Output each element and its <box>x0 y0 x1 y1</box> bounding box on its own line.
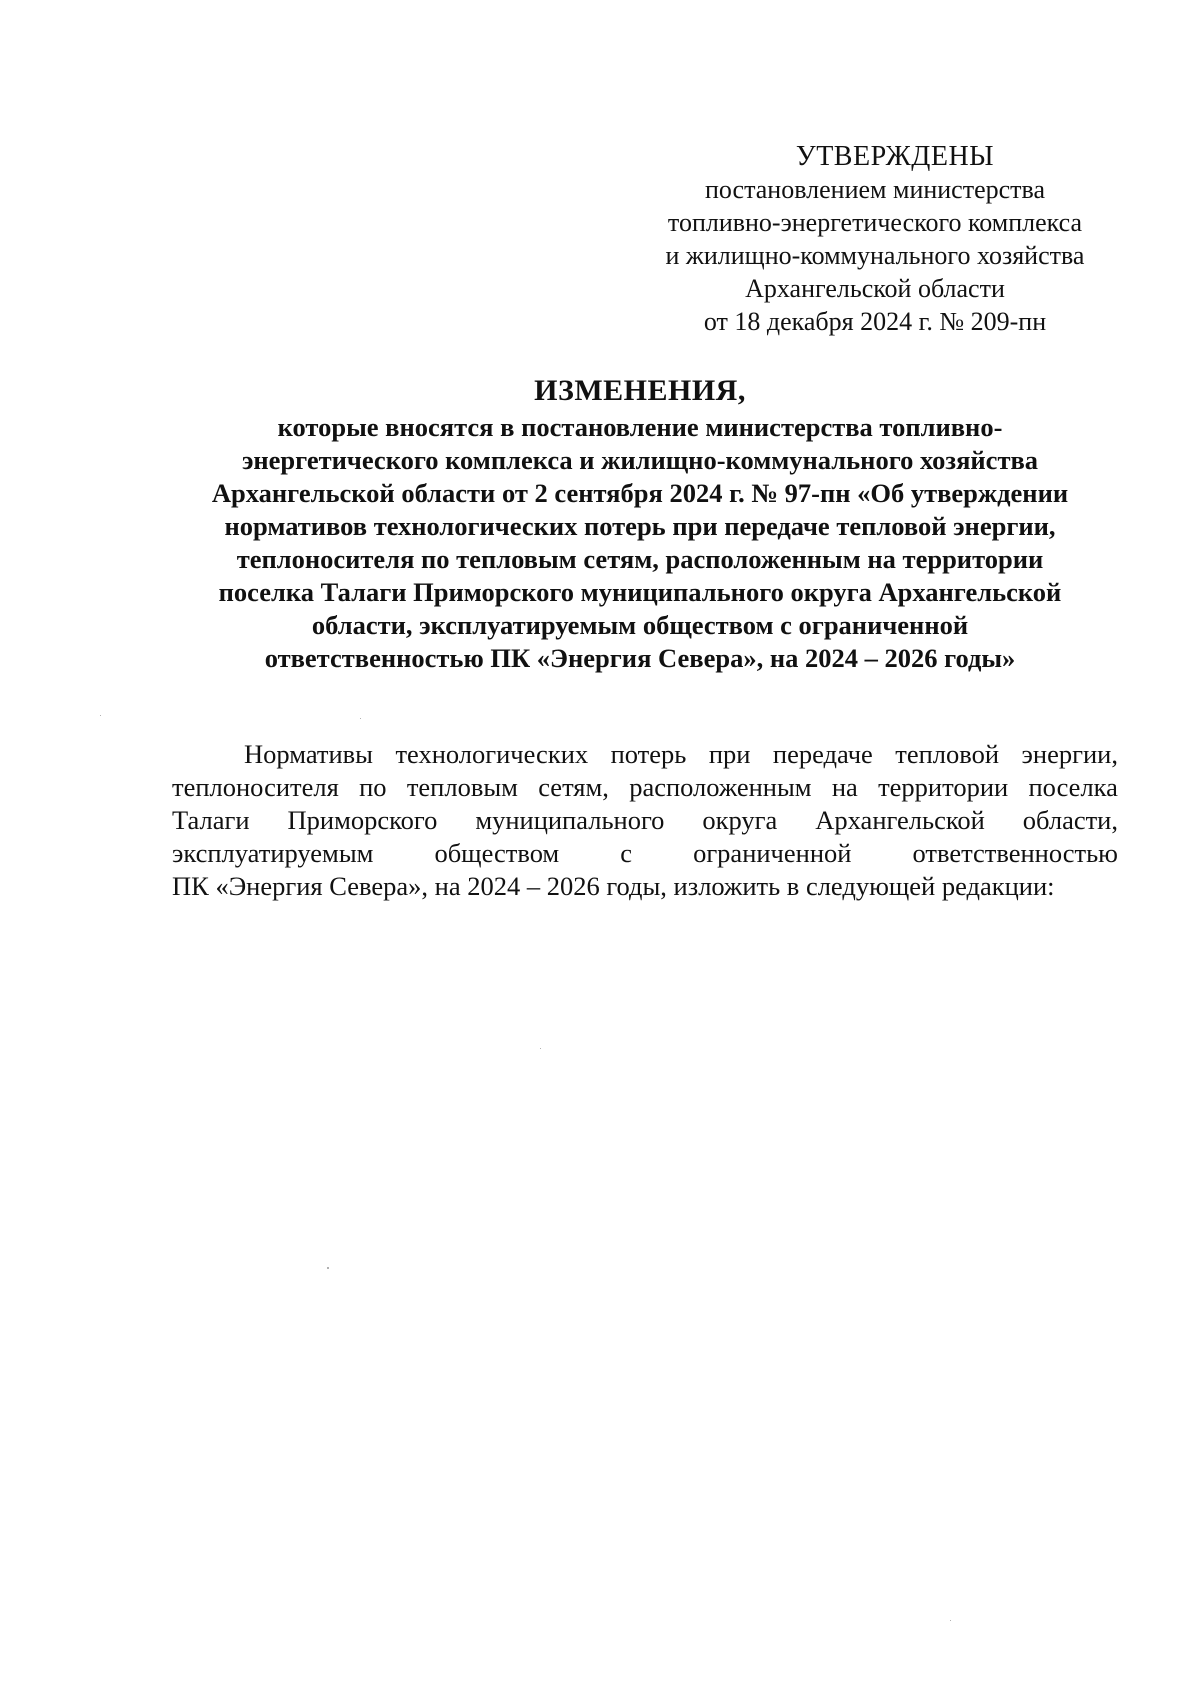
body-word: территории <box>878 772 1009 802</box>
body-word: по <box>359 772 387 802</box>
body-line <box>172 771 1118 804</box>
body-word: Талаги <box>172 805 250 835</box>
approval-line: от 18 декабря 2024 г. № 209-пн <box>703 307 1047 336</box>
scan-speck <box>950 1620 951 1621</box>
body-word: ограниченной <box>693 838 852 868</box>
body-word: сетям, <box>538 772 609 802</box>
body-word: области, <box>1022 805 1118 835</box>
approval-title: УТВЕРЖДЕНЫ <box>795 141 995 172</box>
body-word: при <box>708 739 751 769</box>
body-word: Нормативы <box>244 739 373 769</box>
heading-subtitle-line: Архангельской области от 2 сентября 2024 г. № 97-пн «Об утверждении <box>211 478 1069 508</box>
heading-subtitle-line: которые вносятся в постановление министерства топливно- <box>277 412 1003 442</box>
approval-line: Архангельской области <box>745 274 1005 303</box>
scan-speck <box>540 1048 541 1049</box>
heading-subtitle-line: нормативов технологических потерь при передаче тепловой энергии, <box>224 511 1056 541</box>
heading-subtitle-line: энергетического комплекса и жилищно-коммунального хозяйства <box>241 445 1039 475</box>
body-word: обществом <box>434 838 560 868</box>
body-paragraph <box>172 738 1118 903</box>
heading-subtitle-line: ответственностью ПК «Энергия Севера», на 2024 – 2026 годы» <box>264 643 1016 673</box>
body-word: расположенным <box>629 772 812 802</box>
approval-line: постановлением министерства <box>704 175 1046 204</box>
heading-subtitle-line: поселка Талаги Приморского муниципального округа Архангельской <box>218 577 1062 607</box>
body-word: Архангельской <box>815 805 985 835</box>
body-word: поселка <box>1028 772 1118 802</box>
body-word: муниципального <box>475 805 665 835</box>
body-line <box>172 738 1118 771</box>
approval-stamp-block <box>640 140 1110 338</box>
body-word: энергии, <box>1021 739 1118 769</box>
body-line: ПК «Энергия Севера», на 2024 – 2026 годы, изложить в следующей редакции: <box>172 871 1055 901</box>
body-line <box>172 804 1118 837</box>
body-word: ответственностью <box>912 838 1118 868</box>
body-word: с <box>620 838 633 868</box>
scan-speck <box>100 715 101 716</box>
body-word: тепловым <box>406 772 518 802</box>
approval-line: и жилищно-коммунального хозяйства <box>665 241 1085 270</box>
body-word: передаче <box>772 739 873 769</box>
approval-line: топливно-энергетического комплекса <box>667 208 1083 237</box>
body-word: эксплуатируемым <box>172 838 374 868</box>
scan-speck <box>360 718 361 719</box>
document-title: ИЗМЕНЕНИЯ, <box>534 374 746 407</box>
scan-speck <box>327 1267 329 1269</box>
heading-subtitle-line: теплоносителя по тепловым сетям, расположенным на территории <box>236 544 1044 574</box>
body-line <box>172 837 1118 870</box>
body-word: технологических <box>395 739 589 769</box>
body-word: Приморского <box>287 805 438 835</box>
body-word: округа <box>702 805 778 835</box>
document-heading <box>160 373 1120 675</box>
heading-subtitle-line: области, эксплуатируемым обществом с ограниченной <box>311 610 969 640</box>
body-word: теплоносителя <box>172 772 339 802</box>
body-word: тепловой <box>895 739 1000 769</box>
body-word: потерь <box>610 739 687 769</box>
body-word: на <box>831 772 858 802</box>
